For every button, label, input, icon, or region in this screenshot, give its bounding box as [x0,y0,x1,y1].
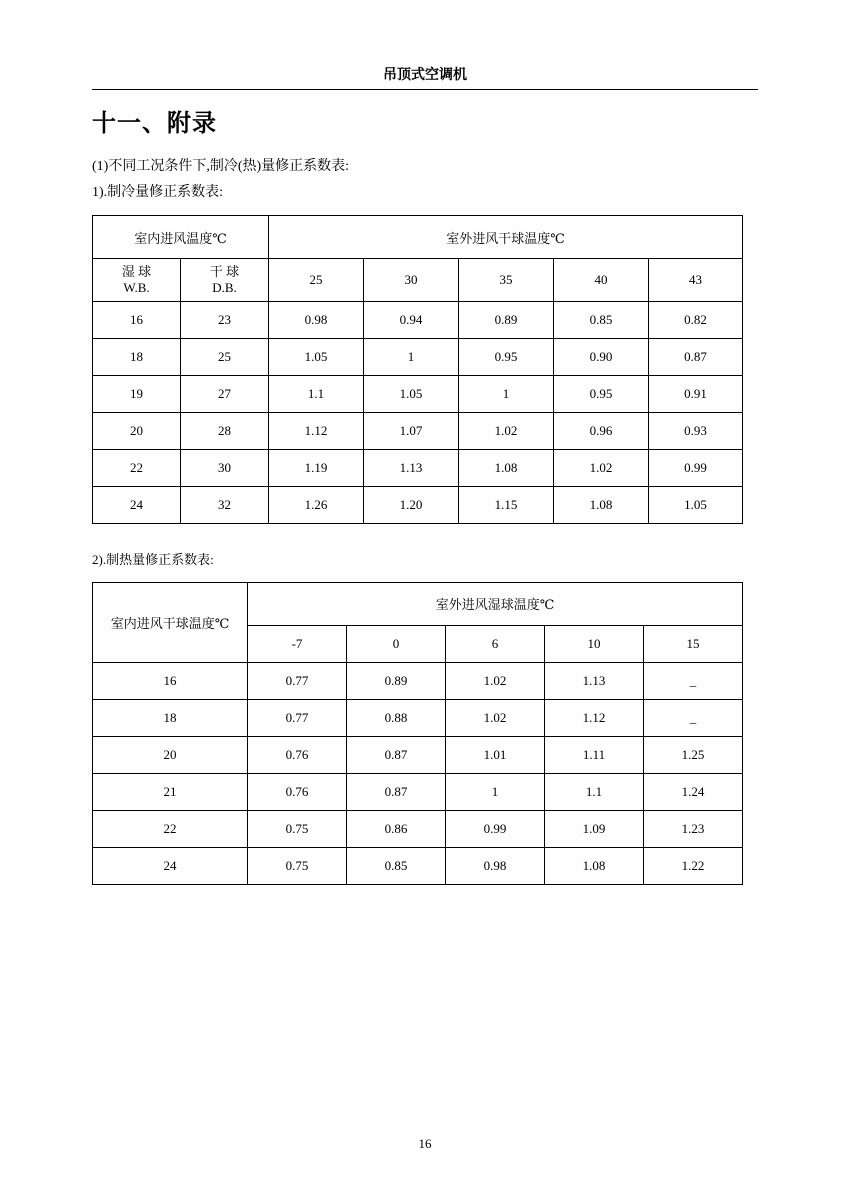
header-indoor-dry-bulb: 室内进风干球温度℃ [93,582,248,662]
cell-value: 0.99 [649,450,743,487]
cell-value: 1.12 [269,413,364,450]
cell-value: 0.91 [649,376,743,413]
cell-value: 1 [364,339,459,376]
cell-indoor: 16 [93,662,248,699]
cell-value: 0.93 [649,413,743,450]
cell-value: 0.96 [554,413,649,450]
heating-correction-table [92,582,743,885]
cell-value: 1.26 [269,487,364,524]
cell-value: 0.98 [446,847,545,884]
cell-db: 32 [181,487,269,524]
cell-db: 28 [181,413,269,450]
table-row [93,847,743,884]
table-row [93,699,743,736]
header-dry-bulb [181,259,269,302]
cell-indoor: 20 [93,736,248,773]
header-outdoor-wet-bulb: 室外进风湿球温度℃ [248,582,743,625]
cell-value: 1.08 [554,487,649,524]
cooling-correction-table [92,215,743,524]
table-row [93,736,743,773]
table-row [93,450,743,487]
table-header-row [93,216,743,259]
cell-value: 1.24 [644,773,743,810]
cell-value: 1.11 [545,736,644,773]
cell-wb: 20 [93,413,181,450]
header-wet-bulb [93,259,181,302]
table-row [93,413,743,450]
cell-value: _ [644,699,743,736]
page-content [92,95,758,885]
cell-value: 0.87 [347,736,446,773]
cell-value: 0.94 [364,302,459,339]
header-outdoor-30: 30 [364,259,459,302]
table-header-row [93,582,743,625]
table-row [93,339,743,376]
cell-value: 0.89 [347,662,446,699]
page-number: 16 [418,1136,432,1151]
cell-value: 0.90 [554,339,649,376]
cell-value: 0.76 [248,736,347,773]
table-row [93,662,743,699]
cell-value: 0.88 [347,699,446,736]
table-row [93,376,743,413]
cell-value: 1.05 [364,376,459,413]
cell-value: 0.75 [248,810,347,847]
cell-db: 25 [181,339,269,376]
cell-value: 0.95 [459,339,554,376]
cell-value: 0.86 [347,810,446,847]
cell-value: 0.98 [269,302,364,339]
cell-value: 0.89 [459,302,554,339]
cell-db: 27 [181,376,269,413]
cell-value: 1.20 [364,487,459,524]
header-outdoor-6: 6 [446,625,545,662]
cell-db: 23 [181,302,269,339]
header-dry-bulb-line1: 干 球 [209,263,240,279]
header-outdoor-15: 15 [644,625,743,662]
cell-value: 0.82 [649,302,743,339]
cell-value: 1.07 [364,413,459,450]
cell-value: 1.13 [364,450,459,487]
cell-value: 1.02 [446,699,545,736]
running-header: 吊顶式空调机 [92,64,758,90]
header-outdoor-25: 25 [269,259,364,302]
cell-value: 0.75 [248,847,347,884]
cell-value: 0.99 [446,810,545,847]
header-wet-bulb-line2: W.B. [123,280,150,295]
header-outdoor-10: 10 [545,625,644,662]
cell-value: 0.85 [347,847,446,884]
table-row [93,773,743,810]
cell-indoor: 21 [93,773,248,810]
header-wet-bulb-line1: 湿 球 [121,263,152,279]
cell-value: 0.95 [554,376,649,413]
table-row [93,487,743,524]
cell-indoor: 24 [93,847,248,884]
cell-value: 1.09 [545,810,644,847]
cell-value: 1.01 [446,736,545,773]
cell-wb: 16 [93,302,181,339]
table-subheader-row [93,259,743,302]
cell-wb: 19 [93,376,181,413]
cell-value: 1.02 [446,662,545,699]
cell-value: 0.77 [248,699,347,736]
cell-value: 1.08 [545,847,644,884]
cell-value: 1.02 [554,450,649,487]
subsection-2-label: 2).制热量修正系数表: [92,552,214,567]
cell-value: 1.05 [649,487,743,524]
cell-wb: 24 [93,487,181,524]
cell-value: 1.15 [459,487,554,524]
cell-db: 30 [181,450,269,487]
cell-value: 1.1 [269,376,364,413]
header-outdoor-temp: 室外进风干球温度℃ [269,216,743,259]
cell-indoor: 22 [93,810,248,847]
header-outdoor-minus7: -7 [248,625,347,662]
page-title: 十一、附录 [92,111,217,137]
header-outdoor-35: 35 [459,259,554,302]
header-outdoor-0: 0 [347,625,446,662]
cooling-correction-table-wrapper [92,215,758,524]
cell-indoor: 18 [93,699,248,736]
cell-value: 1.19 [269,450,364,487]
cell-value: 1.12 [545,699,644,736]
cell-value: 1 [446,773,545,810]
cell-value: 1.23 [644,810,743,847]
header-indoor-temp: 室内进风温度℃ [93,216,269,259]
cell-value: 1 [459,376,554,413]
intro-paragraph: (1)不同工况条件下,制冷(热)量修正系数表: [92,159,350,174]
header-outdoor-43: 43 [649,259,743,302]
cell-value: 1.05 [269,339,364,376]
cell-wb: 22 [93,450,181,487]
header-outdoor-40: 40 [554,259,649,302]
cell-value: _ [644,662,743,699]
heating-correction-table-wrapper [92,582,758,885]
cell-value: 0.87 [649,339,743,376]
cell-value: 0.85 [554,302,649,339]
cell-value: 0.76 [248,773,347,810]
table-gap [92,524,758,550]
cell-value: 1.22 [644,847,743,884]
cell-value: 1.08 [459,450,554,487]
subsection-1-label: 1).制冷量修正系数表: [92,185,224,200]
cell-value: 0.77 [248,662,347,699]
cell-wb: 18 [93,339,181,376]
cell-value: 1.13 [545,662,644,699]
table-row [93,810,743,847]
table-row [93,302,743,339]
cell-value: 1.02 [459,413,554,450]
cell-value: 1.25 [644,736,743,773]
header-dry-bulb-line2: D.B. [212,280,237,295]
cell-value: 1.1 [545,773,644,810]
cell-value: 0.87 [347,773,446,810]
